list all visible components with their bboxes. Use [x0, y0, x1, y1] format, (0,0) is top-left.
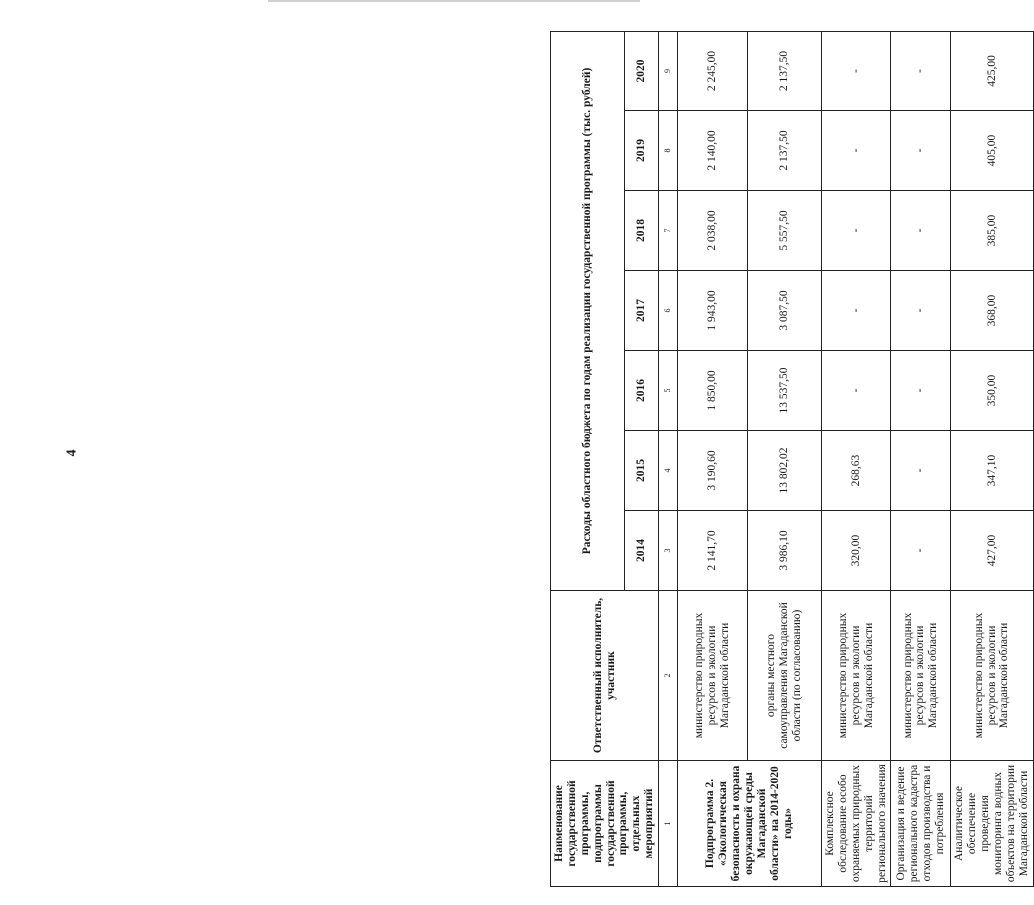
header-executor: Ответственный исполнитель, участник: [551, 591, 659, 761]
subprogram-name: Подпрограмма 2. «Экологическая безопасность и охрана окружающей среды Магаданской области» на 2014-2020 годы»: [678, 761, 822, 887]
value-cell: -: [891, 351, 951, 431]
column-number: 2: [659, 591, 678, 761]
executor-cell: министерство природных ресурсов и экологии Магаданской области: [822, 591, 891, 761]
header-year: 2020: [624, 31, 659, 110]
value-cell: -: [891, 431, 951, 511]
executor-cell: [678, 591, 748, 761]
header-name: Наименование государственной программы, подпрограммы государственной программы, отдельных мероприятий: [551, 761, 659, 887]
scan-top-edge: [268, 0, 640, 2]
table-row: [951, 31, 1033, 886]
column-number: 1: [659, 761, 678, 887]
value-cell: 1 943,00: [678, 271, 748, 351]
value-cell: -: [891, 31, 951, 110]
value-cell: 350,00: [951, 351, 1033, 431]
value-cell: 3 087,50: [748, 271, 822, 351]
table-row: [748, 31, 822, 886]
activity-name: Аналитическое обеспечение проведения мониторинга водных объектов на территории Магаданской области: [951, 761, 1033, 887]
value-cell: 2 245,00: [678, 31, 748, 110]
table-row: [822, 31, 891, 886]
activity-name: Комплексное обследование особо охраняемых природных территорий регионального значения: [822, 761, 891, 887]
value-cell: 3 190,60: [678, 431, 748, 511]
value-cell: 427,00: [951, 511, 1033, 591]
value-cell: 5 557,50: [748, 191, 822, 271]
value-cell: 3 986,10: [748, 511, 822, 591]
header-year: 2017: [624, 271, 659, 351]
value-cell: -: [891, 511, 951, 591]
value-cell: 368,00: [951, 271, 1033, 351]
header-year: 2015: [624, 431, 659, 511]
value-cell: 13 537,50: [748, 351, 822, 431]
header-budget: Расходы областного бюджета по годам реализации государственной программы (тыс. рублей): [551, 31, 625, 590]
value-cell: 347,10: [951, 431, 1033, 511]
executor-text: органы местного самоуправления Магаданской области (по согласованию): [765, 602, 803, 749]
value-cell: 268,63: [822, 431, 891, 511]
header-year: 2019: [624, 111, 659, 191]
value-cell: 2 038,00: [678, 191, 748, 271]
value-cell: -: [822, 191, 891, 271]
activity-name: Организация и ведение регионального кадастра отходов производства и потребления: [891, 761, 951, 887]
value-cell: 385,00: [951, 191, 1033, 271]
table-row: [678, 31, 748, 886]
value-cell: -: [891, 111, 951, 191]
column-number: 9: [659, 31, 678, 110]
column-number: 5: [659, 351, 678, 431]
value-cell: 2 141,70: [678, 511, 748, 591]
executor-cell: министерство природных ресурсов и экологии Магаданской области: [951, 591, 1033, 761]
header-year: 2016: [624, 351, 659, 431]
value-cell: 425,00: [951, 31, 1033, 110]
header-year: 2014: [624, 511, 659, 591]
value-cell: 2 137,50: [748, 111, 822, 191]
value-cell: -: [891, 191, 951, 271]
executor-cell: [748, 591, 822, 761]
value-cell: -: [822, 111, 891, 191]
executor-cell: министерство природных ресурсов и экологии Магаданской области: [891, 591, 951, 761]
value-cell: 2 137,50: [748, 31, 822, 110]
value-cell: 13 802,02: [748, 431, 822, 511]
rotated-table-container: [550, 32, 1030, 887]
value-cell: -: [822, 351, 891, 431]
value-cell: 405,00: [951, 111, 1033, 191]
value-cell: -: [822, 271, 891, 351]
column-number: 7: [659, 191, 678, 271]
value-cell: 1 850,00: [678, 351, 748, 431]
column-number: 4: [659, 431, 678, 511]
column-number: 3: [659, 511, 678, 591]
column-number: 8: [659, 111, 678, 191]
budget-table: [550, 31, 1034, 887]
header-year: 2018: [624, 191, 659, 271]
executor-text: министерство природных ресурсов и экологии Магаданской области: [693, 612, 731, 739]
value-cell: -: [822, 31, 891, 110]
value-cell: 320,00: [822, 511, 891, 591]
page-number: 4: [64, 449, 80, 457]
column-number: 6: [659, 271, 678, 351]
value-cell: -: [891, 271, 951, 351]
table-row: [891, 31, 951, 886]
value-cell: 2 140,00: [678, 111, 748, 191]
